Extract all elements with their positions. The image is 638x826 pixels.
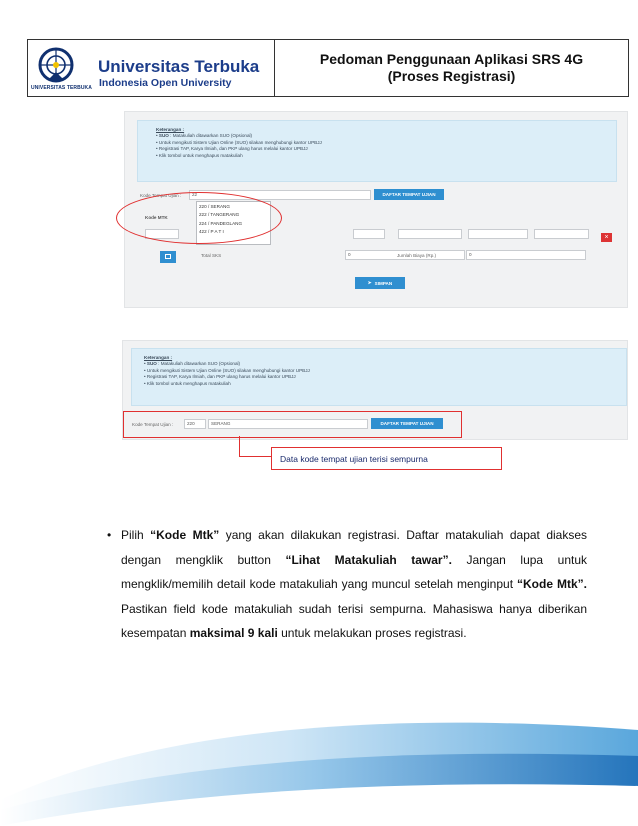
footer-wave-decoration bbox=[0, 690, 638, 826]
simpan-button[interactable]: ➤ SIMPAN bbox=[355, 277, 405, 289]
kode-tempat-label: Kode Tempat Ujian : bbox=[132, 422, 174, 427]
instruction-paragraph bbox=[107, 523, 588, 646]
document-header bbox=[27, 39, 629, 97]
mtk-field[interactable] bbox=[353, 229, 385, 239]
jumlah-biaya-label: Jumlah Biaya (Rp.) bbox=[397, 253, 437, 258]
dropdown-option[interactable]: 222 / TANGERANG bbox=[199, 212, 240, 218]
dropdown-option[interactable]: 220 / SERANG bbox=[199, 204, 230, 209]
logo-block bbox=[28, 40, 275, 96]
title-line-2: (Proses Registrasi) bbox=[387, 68, 516, 84]
note-item: • SUO : Matakuliah ditawarkan SUO (Opsional) bbox=[156, 133, 253, 139]
title-line-1: Pedoman Penggunaan Aplikasi SRS 4G bbox=[319, 51, 584, 67]
kode-tempat-label: Kode Tempat Ujian : bbox=[140, 193, 182, 198]
notes-panel bbox=[137, 120, 617, 182]
note-item: • Klik tombol untuk menghapus matakuliah bbox=[144, 380, 231, 386]
total-sks-label: Total SKS bbox=[201, 253, 222, 258]
kode-tempat-input[interactable]: 22 bbox=[189, 190, 371, 200]
dropdown-option[interactable]: 224 / PANDEGLANG bbox=[199, 220, 243, 226]
logo-caption: UNIVERSITAS TERBUKA bbox=[31, 85, 92, 91]
note-item: • Registrasi TAP, Karya Ilmiah, dan PKP ulang harus melalui kantor UPBJJ bbox=[156, 146, 308, 152]
kode-mtk-label: Kode MTK bbox=[145, 215, 168, 220]
dropdown-option[interactable]: 422 / P A T I bbox=[199, 229, 224, 235]
jumlah-biaya-input: 0 bbox=[466, 250, 586, 260]
send-icon: ➤ bbox=[367, 280, 372, 285]
note-item: • Registrasi TAP, Karya Ilmiah, dan PKP ulang harus melalui kantor UPBJJ bbox=[144, 374, 296, 380]
mtk-field[interactable] bbox=[398, 229, 462, 239]
note-item: • Untuk mengikuti Sistem Ujian Online (SUO) silakan menghubungi kantor UPBJJ bbox=[144, 367, 310, 373]
callout-connector bbox=[239, 436, 272, 457]
bullet: • bbox=[107, 528, 112, 542]
kode-tempat-name-input: SERANG bbox=[208, 419, 368, 429]
dropdown-highlight-ellipse bbox=[116, 192, 282, 244]
kode-tempat-code-input[interactable]: 220 bbox=[184, 419, 206, 429]
notes-panel bbox=[131, 348, 627, 406]
calendar-button[interactable] bbox=[160, 251, 176, 263]
times-icon: × bbox=[604, 234, 609, 241]
mtk-field[interactable] bbox=[468, 229, 528, 239]
note-item: • SUO : Matakuliah ditawarkan SUO (Opsional) bbox=[144, 361, 241, 367]
notes-title: Keterangan : bbox=[156, 127, 185, 132]
total-sks-input: 0 bbox=[345, 250, 465, 260]
daftar-tempat-ujian-button[interactable]: DAFTAR TEMPAT UJIAN bbox=[374, 189, 444, 200]
logo-name: Universitas Terbuka bbox=[98, 57, 260, 76]
callout-box: Data kode tempat ujian terisi sempurna bbox=[271, 447, 502, 470]
mtk-field[interactable] bbox=[534, 229, 589, 239]
note-item: • Klik tombol untuk menghapus matakuliah bbox=[156, 152, 243, 158]
document-title bbox=[275, 40, 628, 96]
kode-tempat-highlight-rect bbox=[123, 411, 462, 438]
note-item: • Untuk mengikuti Sistem Ujian Online (SUO) silakan menghubungi kantor UPBJJ bbox=[156, 139, 322, 145]
notes-title: Keterangan : bbox=[144, 355, 173, 360]
instruction-text: Pilih “Kode Mtk” yang akan dilakukan registrasi. Daftar matakuliah dapat diakses dengan mengklik button “Lihat Matakuliah tawar”. Jangan lupa untuk mengklik/memilih detail kode matakuliah yang muncul setelah menginput “Kode Mtk”. Pastikan field kode matakuliah sudah terisi sempurna. Mahasiswa hanya diberikan kesempatan maksimal 9 kali untuk melakukan proses registrasi. bbox=[121, 528, 588, 640]
daftar-tempat-ujian-button[interactable]: DAFTAR TEMPAT UJIAN bbox=[371, 418, 443, 429]
delete-mtk-button[interactable] bbox=[601, 233, 612, 242]
logo-subtitle: Indonesia Open University bbox=[99, 77, 232, 89]
